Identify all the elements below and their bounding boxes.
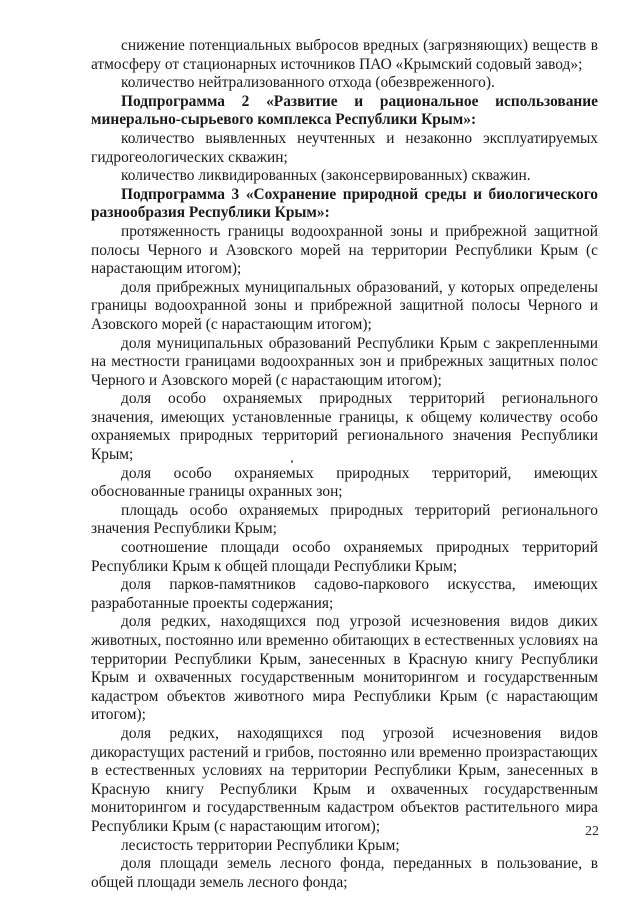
list-item: протяженность границы водоохранной зоны и прибрежной защитной полосы Черного и Азовского морей на территории Республики Крым (с нарастающим итогом); (91, 222, 598, 278)
subprogram-heading: Подпрограмма 2 «Развитие и рациональное использование минерально-сырьевого комплекса Республики Крым»: (91, 92, 598, 129)
list-item: доля редких, находящихся под угрозой исчезновения видов дикорастущих растений и грибов, постоянно или временно произрастающих в естественных условиях на территории Республики Крым, занесенных в Красную книгу Республики Крым и охваченных государственным мониторингом и государственным кадастром объектов растительного мира Республики Крым (с нарастающим итогом); (91, 724, 598, 835)
list-item: доля особо охраняемых природных территорий, имеющих обоснованные границы охранных зон; (91, 464, 598, 501)
list-item: снижение потенциальных выбросов вредных (загрязняющих) веществ в атмосферу от стационарных источников ПАО «Крымский содовый завод»; (91, 37, 598, 73)
list-item: доля особо охраняемых природных территорий регионального значения, имеющих установленные границы, к общему количеству особо охраняемых природных территорий регионального значения Республики Крым; (91, 390, 598, 464)
list-item: площадь особо охраняемых природных территорий регионального значения Республики Крым; (91, 501, 598, 538)
list-item: доля редких, находящихся под угрозой исчезновения видов диких животных, постоянно или временно обитающих в естественных условиях на территории Республики Крым, занесенных в Красную книгу Республики Крым и охваченных государственным мониторингом и государственным кадастром объектов животного мира Республики Крым (с нарастающим итогом); (91, 613, 598, 724)
list-item: лесистость территории Республики Крым; (121, 836, 400, 854)
list-item: количество нейтрализованного отхода (обезвреженного). (121, 74, 495, 92)
list-item: количество ликвидированных (законсервированных) скважин. (121, 167, 531, 185)
list-item: количество выявленных неучтенных и незаконно эксплуатируемых гидрогеологических скважин; (91, 129, 598, 166)
list-item: соотношение площади особо охраняемых природных территорий Республики Крым к общей площади Республики Крым; (91, 539, 598, 575)
list-item: доля прибрежных муниципальных образований, у которых определены границы водоохранной зоны и прибрежной защитной полосы Черного и Азовского морей (с нарастающим итогом); (91, 278, 598, 333)
list-item: доля муниципальных образований Республики Крым с закрепленными на местности границами водоохранных зон и прибрежных защитных полос Черного и Азовского морей (с нарастающим итогом); (91, 334, 598, 389)
list-item: доля парков-памятников садово-паркового искусства, имеющих разработанные проекты содержания; (91, 576, 598, 612)
scan-speck (291, 460, 293, 463)
page-number: 22 (585, 824, 599, 839)
document-body (91, 37, 598, 892)
subprogram-heading: Подпрограмма 3 «Сохранение природной среды и биологического разнообразия Республики Крым»: (91, 185, 598, 222)
list-item: доля площади земель лесного фонда, переданных в пользование, в общей площади земель лесного фонда; (91, 855, 598, 891)
